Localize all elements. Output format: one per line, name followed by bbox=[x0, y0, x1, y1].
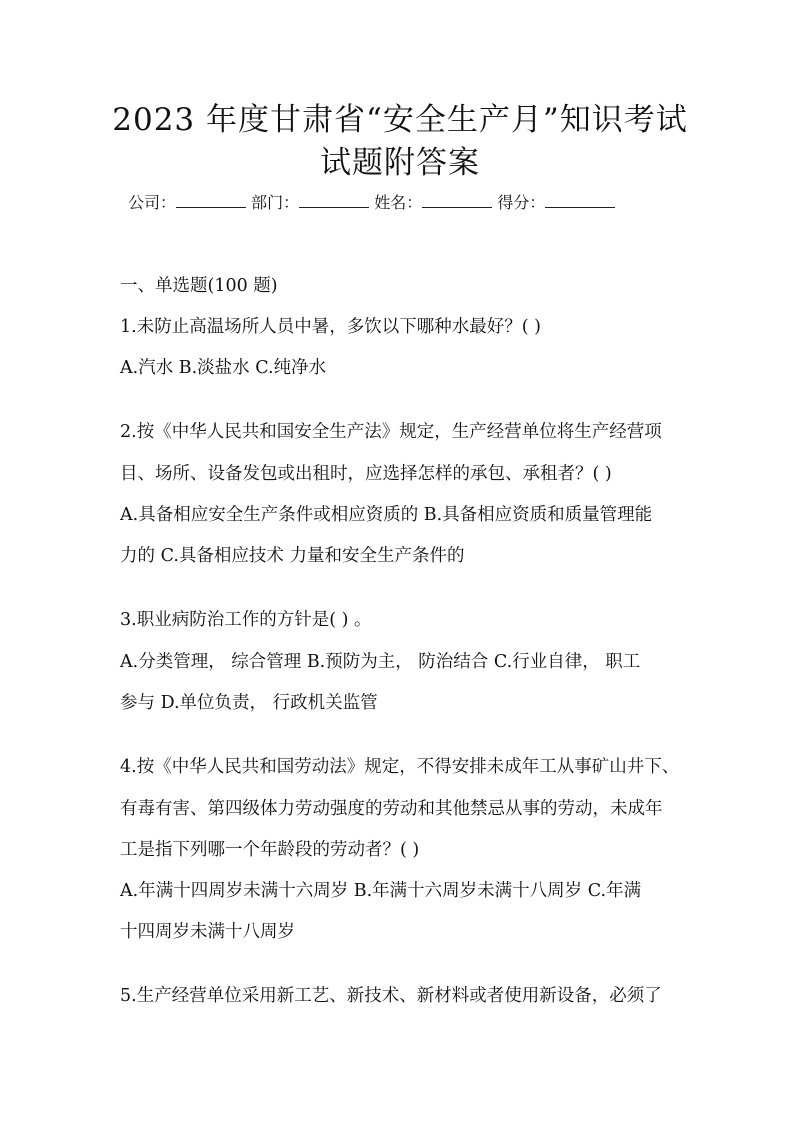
question-2-options-1: A.具备相应安全生产条件或相应资质的 B.具备相应资质和质量管理能 bbox=[120, 505, 653, 525]
name-blank bbox=[422, 193, 492, 208]
dept-blank bbox=[299, 193, 369, 208]
question-4-options-1: A.年满十四周岁未满十六周岁 B.年满十六周岁未满十八周岁 C.年满 bbox=[120, 881, 642, 901]
question-4-line-3: 工是指下列哪一个年龄段的劳动者？( ) bbox=[120, 840, 420, 860]
question-1-line-1: 1.未防止高温场所人员中暑，多饮以下哪种水最好？( ) bbox=[120, 317, 541, 337]
score-label: 得分： bbox=[497, 193, 546, 212]
info-fields bbox=[128, 190, 615, 213]
document-title-line2: 试题附答案 bbox=[320, 145, 480, 181]
dept-label: 部门： bbox=[251, 193, 300, 212]
question-2-line-1: 2.按《中华人民共和国安全生产法》规定，生产经营单位将生产经营项 bbox=[120, 422, 662, 442]
company-blank bbox=[176, 193, 246, 208]
question-2-options-2: 力的 C.具备相应技术 力量和安全生产条件的 bbox=[120, 546, 465, 566]
question-2-line-2: 目、场所、设备发包或出租时，应选择怎样的承包、承租者？( ) bbox=[120, 464, 612, 484]
question-4-line-2: 有毒有害、第四级体力劳动强度的劳动和其他禁忌从事的劳动，未成年 bbox=[120, 799, 663, 819]
question-3-line-1: 3.职业病防治工作的方针是( ) 。 bbox=[120, 610, 372, 630]
section-heading: 一、单选题(100 题) bbox=[120, 276, 278, 296]
question-4-options-2: 十四周岁未满十八周岁 bbox=[120, 922, 295, 942]
score-blank bbox=[545, 193, 615, 208]
question-4-line-1: 4.按《中华人民共和国劳动法》规定，不得安排未成年工从事矿山井下、 bbox=[120, 757, 680, 777]
question-3-options-2: 参与 D.单位负责， 行政机关监管 bbox=[120, 693, 378, 713]
document-title-line1: 2023 年度甘肃省“安全生产月”知识考试 bbox=[112, 102, 688, 138]
name-label: 姓名： bbox=[374, 193, 423, 212]
company-label: 公司： bbox=[128, 193, 177, 212]
question-1-options: A.汽水 B.淡盐水 C.纯净水 bbox=[120, 358, 327, 378]
question-5-line-1: 5.生产经营单位采用新工艺、新技术、新材料或者使用新设备，必须了 bbox=[120, 986, 662, 1006]
question-3-options-1: A.分类管理， 综合管理 B.预防为主， 防治结合 C.行业自律， 职工 bbox=[120, 652, 641, 672]
